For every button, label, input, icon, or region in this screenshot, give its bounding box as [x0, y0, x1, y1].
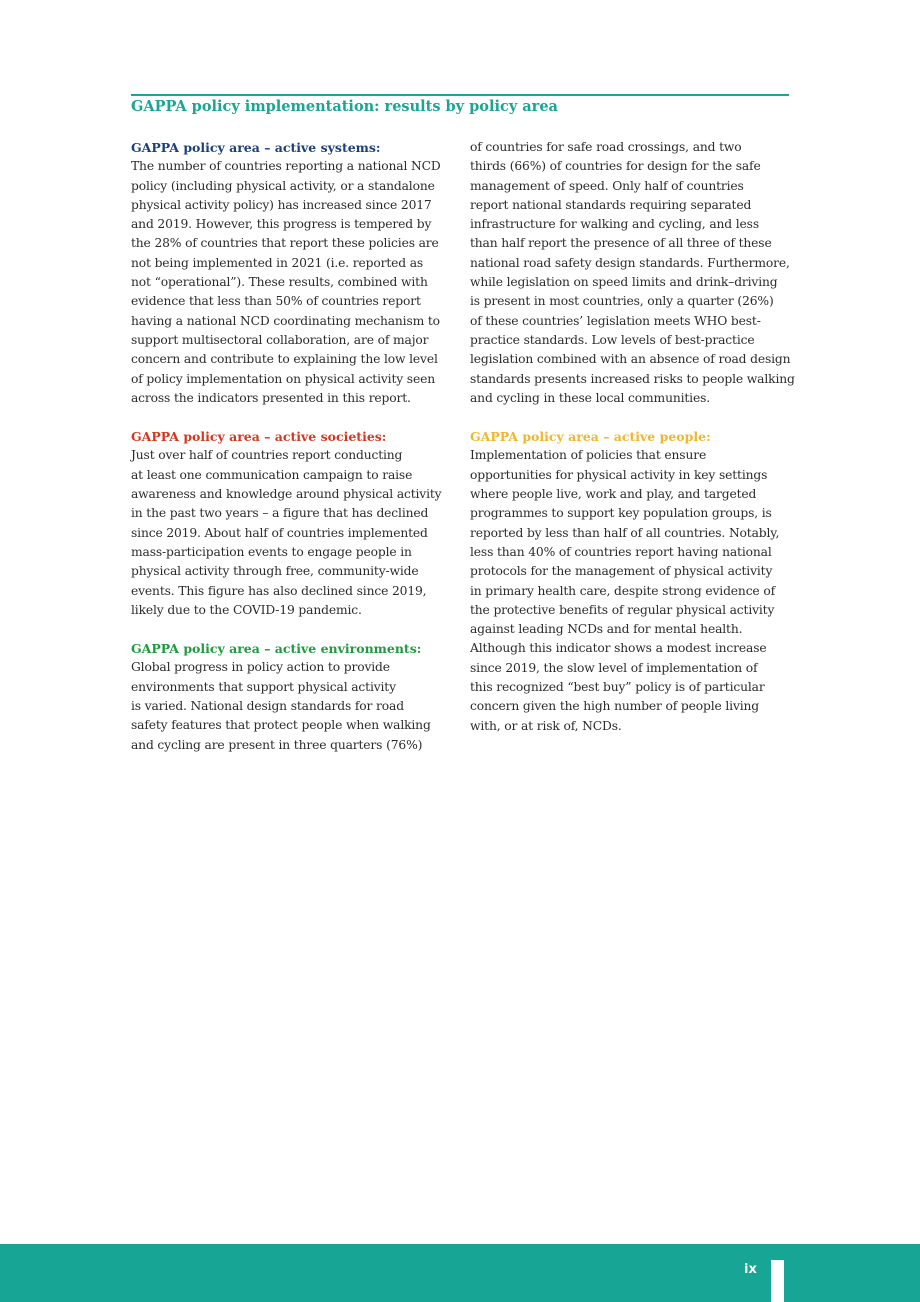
body-line: is present in most countries, only a quarter (26%)	[470, 294, 774, 309]
body-line: and cycling are present in three quarters (76%)	[131, 737, 423, 752]
body-line: environments that support physical activity	[131, 679, 396, 694]
body-line: events. This figure has also declined since 2019,	[131, 583, 427, 598]
body-line: across the indicators presented in this report.	[131, 390, 411, 405]
body-line: having a national NCD coordinating mechanism to	[131, 313, 440, 328]
body-line: the 28% of countries that report these policies are	[131, 236, 439, 251]
body-line: national road safety design standards. Furthermore,	[470, 255, 790, 270]
body-line: physical activity through free, community-wide	[131, 564, 419, 579]
section-body-people	[470, 446, 788, 735]
body-line: in primary health care, despite strong evidence of	[470, 583, 775, 598]
left-column	[131, 138, 449, 774]
section-body-societies	[131, 446, 449, 620]
body-line: likely due to the COVID-19 pandemic.	[131, 602, 362, 617]
section-active-societies	[131, 427, 449, 620]
body-line: not “operational”). These results, combined with	[131, 275, 428, 290]
body-line: against leading NCDs and for mental health.	[470, 622, 743, 637]
section-body-environments	[131, 658, 449, 754]
body-line: with, or at risk of, NCDs.	[470, 718, 622, 733]
body-line: is varied. National design standards for road	[131, 699, 404, 714]
body-line: mass-participation events to engage people in	[131, 544, 412, 559]
body-line: of these countries’ legislation meets WHO best-	[470, 313, 761, 328]
heading-rule	[131, 94, 789, 96]
body-line: programmes to support key population groups, is	[470, 506, 772, 521]
body-line: evidence that less than 50% of countries report	[131, 294, 421, 309]
body-line: Implementation of policies that ensure	[470, 448, 707, 463]
section-active-systems	[131, 138, 449, 408]
body-line: the protective benefits of regular physical activity	[470, 602, 775, 617]
body-line: than half report the presence of all three of these	[470, 236, 772, 251]
body-line: Just over half of countries report conducting	[131, 448, 403, 463]
body-line: concern given the high number of people living	[470, 699, 760, 714]
body-line: of countries for safe road crossings, and two	[470, 140, 742, 154]
section-active-environments	[131, 639, 449, 755]
right-column	[470, 138, 795, 755]
section-active-environments-continued	[470, 138, 795, 408]
body-line: report national standards requiring separated	[470, 197, 752, 212]
body-line: and 2019. However, this progress is tempered by	[131, 217, 432, 232]
body-line: awareness and knowledge around physical activity	[131, 487, 442, 502]
body-line: this recognized “best buy” policy is of particular	[470, 680, 765, 695]
body-line: The number of countries reporting a national NCD	[131, 159, 441, 174]
body-line: policy (including physical activity, or a standalone	[131, 178, 435, 193]
body-line: reported by less than half of all countries. Notably,	[470, 525, 780, 540]
body-line: where people live, work and play, and targeted	[470, 487, 757, 502]
body-line: of policy implementation on physical activity seen	[131, 371, 435, 386]
section-body-environments-continued	[470, 138, 795, 408]
body-line: thirds (66%) of countries for design for the safe	[470, 159, 761, 174]
body-line: standards presents increased risks to people walking	[470, 371, 795, 386]
body-line: legislation combined with an absence of road design	[470, 352, 791, 367]
section-title-people: GAPPA policy area – active people:	[470, 429, 711, 445]
body-line: in the past two years – a figure that has declined	[131, 506, 429, 521]
body-line: support multisectoral collaboration, are of major	[131, 332, 429, 347]
body-line: protocols for the management of physical activity	[470, 564, 773, 579]
body-line: physical activity policy) has increased since 2017	[131, 197, 432, 212]
body-line: since 2019, the slow level of implementation of	[470, 660, 758, 675]
page-number: ix	[744, 1262, 757, 1277]
body-line: opportunities for physical activity in key settings	[470, 467, 768, 482]
section-title-environments: GAPPA policy area – active environments:	[131, 641, 422, 657]
section-title-societies: GAPPA policy area – active societies:	[131, 429, 387, 445]
body-line: at least one communication campaign to raise	[131, 467, 413, 482]
body-line: and cycling in these local communities.	[470, 390, 711, 405]
footer-tab	[771, 1260, 784, 1302]
body-line: practice standards. Low levels of best-practice	[470, 332, 755, 347]
body-line: not being implemented in 2021 (i.e. reported as	[131, 255, 424, 270]
section-body-systems	[131, 157, 449, 408]
page-title: GAPPA policy implementation: results by policy area	[131, 98, 558, 115]
section-title-systems: GAPPA policy area – active systems:	[131, 140, 381, 155]
body-line: Global progress in policy action to provide	[131, 660, 390, 675]
body-line: while legislation on speed limits and drink–driving	[470, 275, 778, 290]
section-active-people	[470, 427, 788, 736]
body-line: since 2019. About half of countries implemented	[131, 525, 428, 540]
body-line: less than 40% of countries report having national	[470, 544, 772, 559]
body-line: management of speed. Only half of countries	[470, 178, 744, 193]
body-line: concern and contribute to explaining the low level	[131, 352, 438, 367]
body-line: infrastructure for walking and cycling, and less	[470, 217, 759, 232]
body-line: safety features that protect people when walking	[131, 718, 431, 733]
body-line: Although this indicator shows a modest increase	[470, 641, 767, 656]
